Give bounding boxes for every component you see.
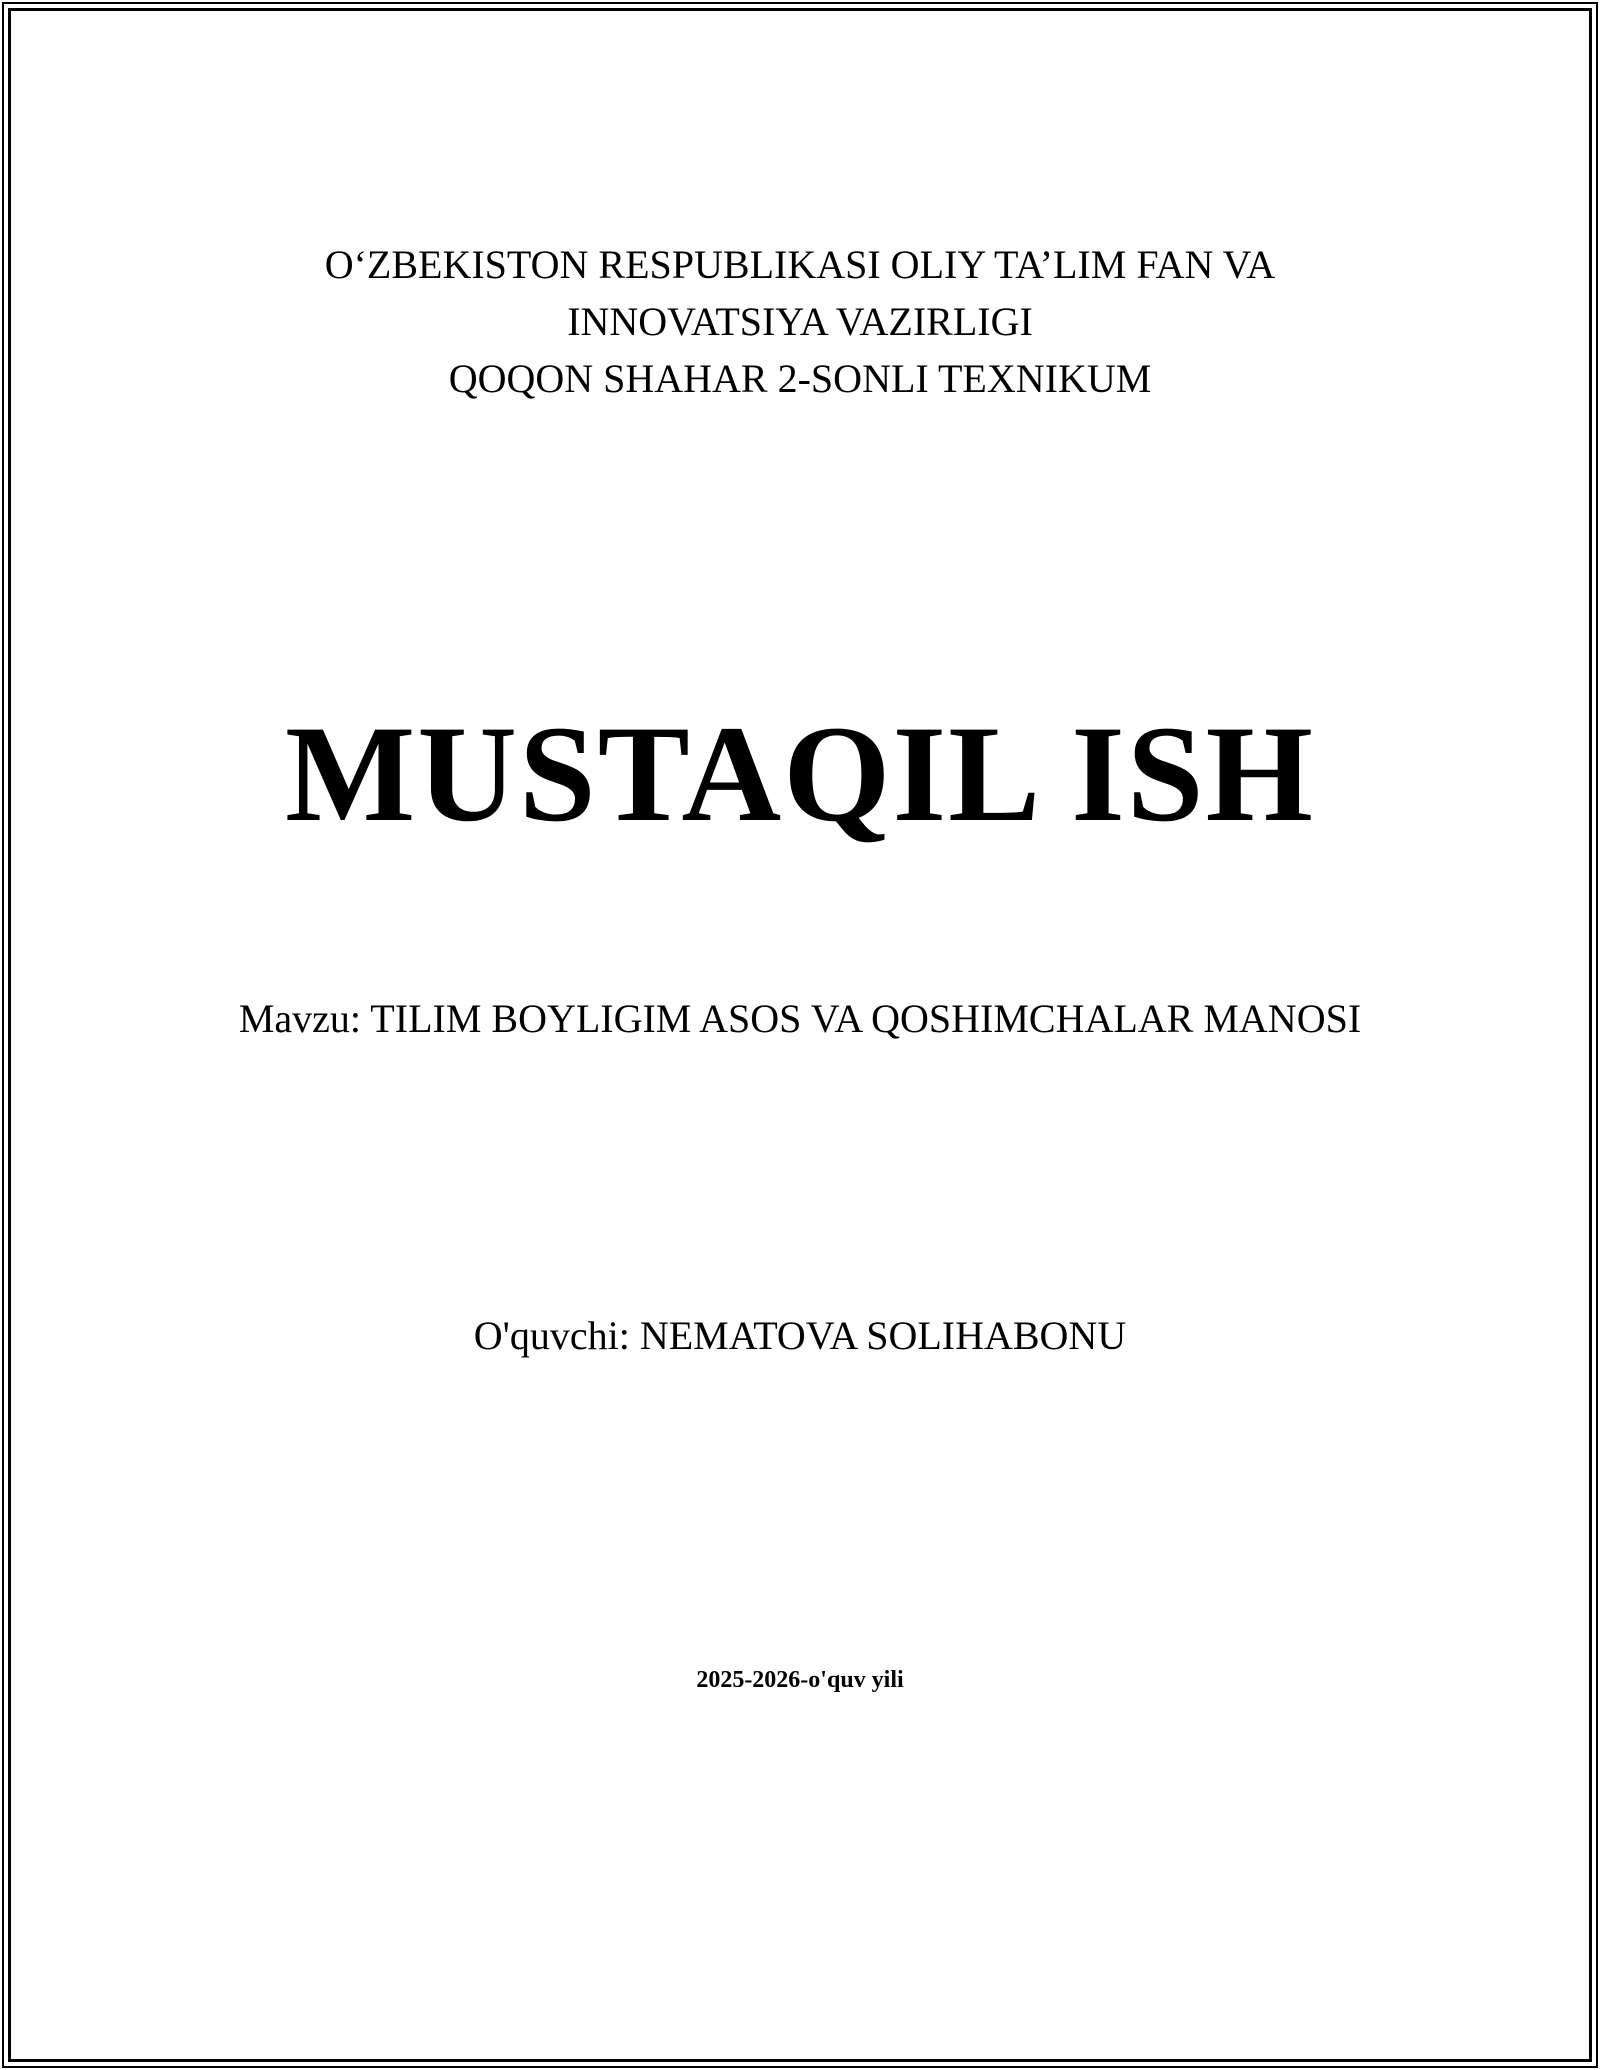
ministry-header-line-3: QOQON SHAHAR 2-SONLI TEXNIKUM: [448, 356, 1152, 401]
document-title: MUSTAQIL ISH: [285, 697, 1315, 850]
student-line: O'quvchi: NEMATOVA SOLIHABONU: [473, 1313, 1127, 1358]
ministry-header-line-2: INNOVATSIYA VAZIRLIGI: [567, 299, 1033, 344]
academic-year-line: 2025-2026-o'quv yili: [696, 1667, 904, 1693]
ministry-header-line-1: O‘ZBEKISTON RESPUBLIKASI OLIY TA’LIM FAN VA: [324, 242, 1276, 287]
ministry-header: [0, 236, 1600, 407]
topic-line: Mavzu: TILIM BOYLIGIM ASOS VA QOSHIMCHALAR MANOSI: [238, 996, 1362, 1041]
